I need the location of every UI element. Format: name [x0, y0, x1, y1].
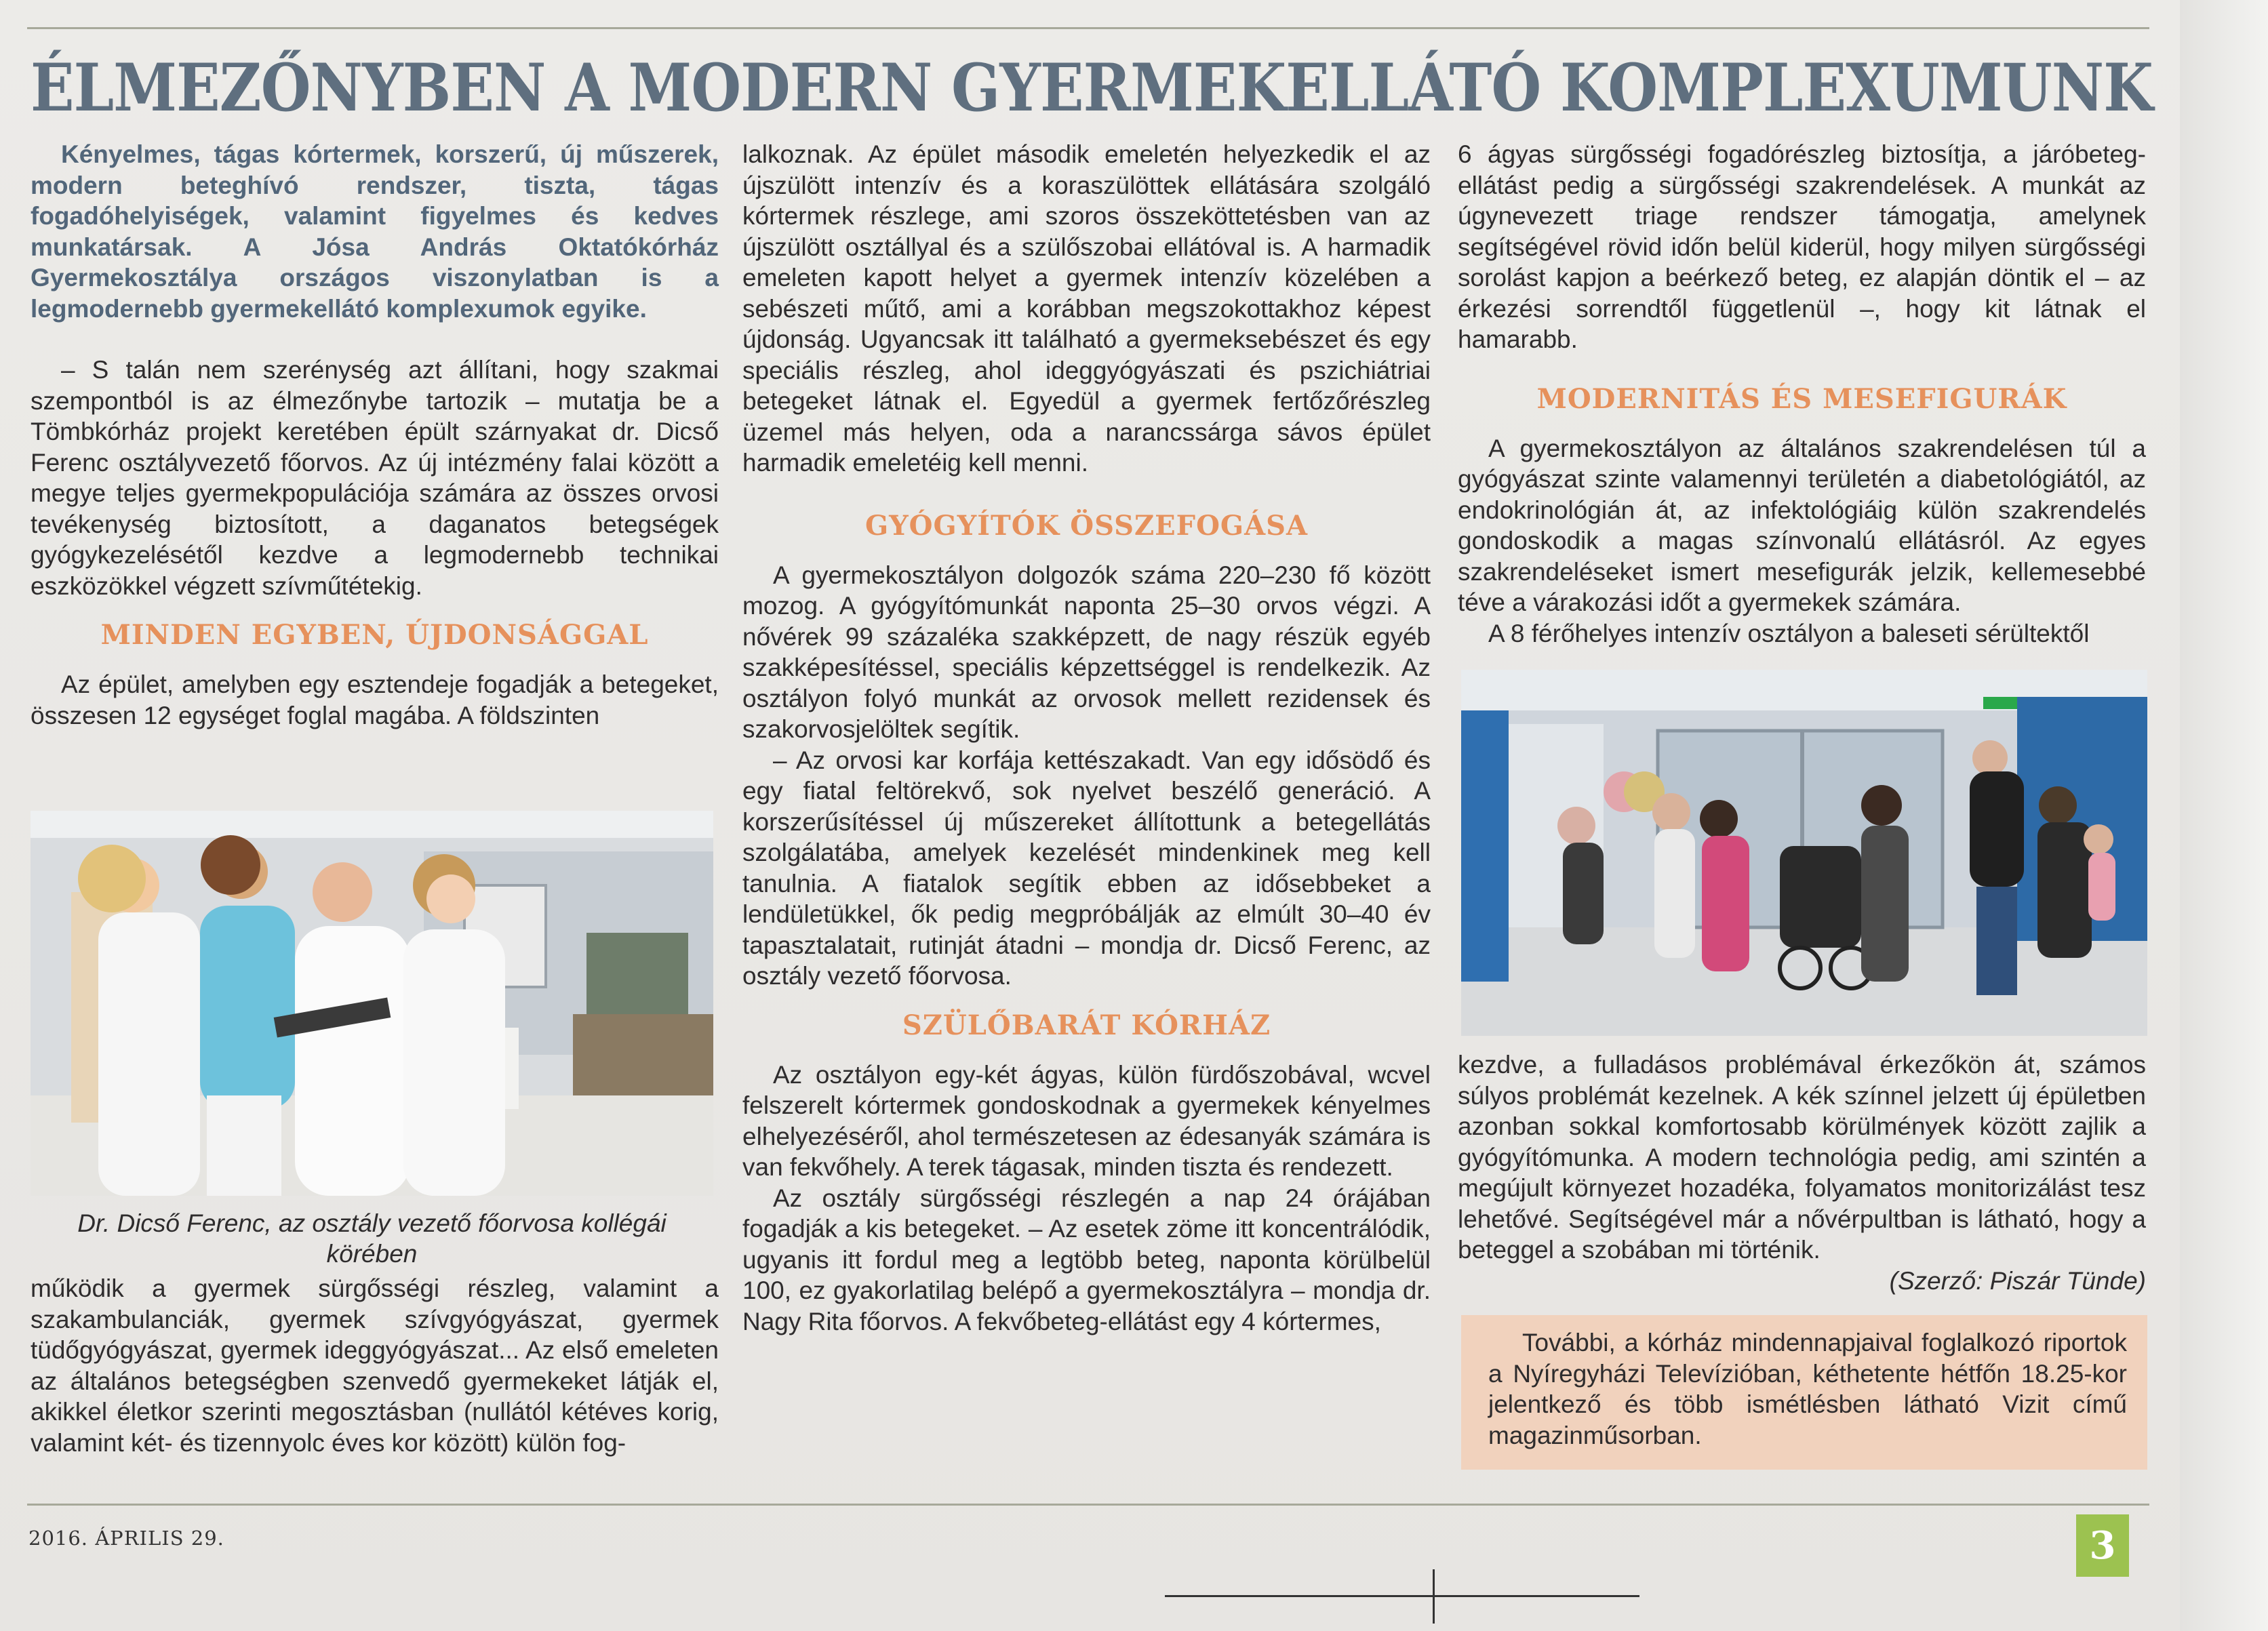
lead-paragraph: Kényelmes, tágas kórtermek, korszerű, új műszerek, modern beteghívó rendszer, tiszta, tágas fogadóhelyiségek, valamint figyelmes és kedves munkatársak. A Jósa András Oktatókórház Gyermekosztálya országos viszonylatban is a legmodernebb gyermekellátó komplexumok egyike. — [31, 140, 719, 323]
photo-hallway — [1461, 670, 2147, 1036]
info-box — [1461, 1315, 2147, 1470]
paragraph: Az osztályon egy-két ágyas, külön fürdőszobával, wcvel felszerelt kórtermek gondoskodnak a gyermekek kényelmes elhelyezéséről, ahol természetesen az édesanyák számára is van fekvőhely. A terek tágasak, minden tiszta és rendezett. — [742, 1060, 1431, 1181]
photo-caption: Dr. Dicső Ferenc, az osztály vezető főorvosa kollégái körében — [77, 1209, 667, 1268]
paragraph: Az osztály sürgősségi részlegén a nap 24 órájában fogadják a kis betegeket. – Az esetek zöme itt koncentrálódik, ugyanis itt fordul meg a legtöbb beteg, naponta körülbelül 100, ez gyakorlatilag belépő a gyermekosztályra – mondja dr. Nagy Rita főorvos. A fekvőbeteg-ellátást egy 4 kórtermes, — [742, 1184, 1431, 1335]
paragraph: Az épület, amelyben egy esztendeje fogadják a betegeket, összesen 12 egységet foglal magába. A földszinten — [31, 670, 719, 729]
paragraph: A 8 férőhelyes intenzív osztályon a baleseti sérültektől — [1488, 619, 2090, 647]
headline: ÉLMEZŐNYBEN A MODERN GYERMEKELLÁTÓ KOMPLEXUMUNK — [31, 49, 2153, 126]
paragraph: A gyermekosztályon dolgozók száma 220–230 fő között mozog. A gyógyítómunkát naponta 25–30 orvos végzi. A nővérek 99 százaléka szakképzett, de nagy részük egyéb szakképesítéssel, speciális képzettséggel is rendelkezik. Az osztályon folyó munkát az orvosok mellett rezidensek és szakorvosjelöltek segítik. — [742, 561, 1431, 743]
issue-date: 2016. ÁPRILIS 29. — [28, 1527, 224, 1550]
info-box-text: További, a kórház mindennapjaival foglalkozó riportok a Nyíregyházi Televízióban, kéthetente hétfőn 18.25-kor jelentkező és több ismétlésben látható Vizit című magazinműsorban. — [1488, 1329, 2127, 1449]
column-3-continued — [1458, 1049, 2146, 1296]
bottom-rule — [27, 1504, 2149, 1506]
subheading-minden-egyben: MINDEN EGYBEN, ÚJDONSÁGGAL — [100, 619, 649, 651]
column-1 — [31, 139, 719, 731]
subheading-szulobarat: SZÜLŐBARÁT KÓRHÁZ — [902, 1009, 1271, 1041]
paragraph: A gyermekosztályon az általános szakrendelésen túl a gyógyászat szinte valamennyi területén a diabetológiától, az endokrinológián át, az infektológiáig külön szakrendelés gondoskodik a magas színvonalú ellátásról. Az egyes szakrendeléseket ismert mesefigurák jelzik, kellemesebbé téve a várakozási időt a gyermekek számára. — [1458, 434, 2146, 616]
photo-doctors-image — [31, 811, 713, 1196]
subheading-gyogyitok: GYÓGYÍTÓK ÖSSZEFOGÁSA — [864, 509, 1309, 542]
page-number: 3 — [2076, 1514, 2129, 1577]
paragraph: működik a gyermek sürgősségi részleg, valamint a szakambulanciák, gyermek szívgyógyászat, gyermek tüdőgyógyászat, gyermek ideggyógyászat... Az első emeleten az általános betegségben szenvedő gyermekeket látják el, akikkel életkor szerinti megosztásban (nullától kétéves korig, valamint két- és tizennyolc éves kor között) külön fog- — [31, 1274, 719, 1457]
top-rule — [27, 27, 2149, 29]
page-edge — [2180, 0, 2268, 1631]
paragraph: lalkoznak. Az épület második emeletén helyezkedik el az újszülött intenzív és a koraszülöttek ellátására szolgáló kórtermek részlege, ami szoros összeköttetésben van az újszülött osztállyal és a szülőszobai ellátóval is. A harmadik emeleten kapott helyet a gyermek intenzív közelében a sebészeti műtő, ami a korábban megszokottakhoz képest újdonság. Ugyancsak itt található a gyermeksebészet és egy speciális részleg, ahol ideggyógyászati és pszichiátriai betegeket látnak el. Egyedül a gyermek fertőzőrészleg üzemel más helyen, oda a narancssárga sávos épület harmadik emeletéig kell menni. — [742, 140, 1431, 477]
paragraph: 6 ágyas sürgősségi fogadórészleg biztosítja, a járóbeteg-ellátást pedig a sürgősségi szakrendelések. A munkát az úgynevezett triage rendszer támogatja, amelynek segítségével rövid időn belül kiderül, hogy milyen sürgősségi sorolást kapjon a beérkező beteg, ez alapján döntik el – az érkezési sorrendtől függetlenül –, hogy kit látnak el hamarabb. — [1458, 140, 2146, 353]
author-credit: (Szerző: Piszár Tünde) — [1889, 1266, 2146, 1295]
paragraph: – Az orvosi kar korfája kettészakadt. Van egy idősödő és egy fiatal feltörekvő, sok nyelvet beszélő generáció. A korszerűsítéssel új műszereket állítottunk a betegellátás szolgálatába, amelyek kezelését mindenkinek meg kell tanulnia. A fiatalok segítik ebben az idősebbeket a lendületükkel, ők pedig megpróbálják az elmúlt 30–40 év tapasztalatait, rutinját átadni – mondja dr. Dicső Ferenc, az osztály vezető főorvosa. — [742, 746, 1431, 990]
subheading-modernitas: MODERNITÁS ÉS MESEFIGURÁK — [1536, 382, 2067, 415]
column-2 — [742, 139, 1431, 1337]
crop-mark-vertical — [1433, 1569, 1435, 1624]
photo-hallway-image — [1461, 670, 2147, 1036]
column-3 — [1458, 139, 2146, 649]
photo-doctors — [31, 811, 713, 1196]
paragraph: kezdve, a fulladásos problémával érkezőkön át, számos súlyos problémát kezelnek. A kék színnel jelzett új épületben azonban sokkal komfortosabb körülmények között zajlik a gyógyítómunka. A modern technológia pedig, ami szintén a megújult környezet hozadéka, folyamatos monitorizálást tesz lehetővé. Segítségével már a nővérpultban is látható, hogy a beteggel a szobában mi történik. — [1458, 1051, 2146, 1264]
paragraph: – S talán nem szerénység azt állítani, hogy szakmai szempontból is az élmezőnybe tartozik – mutatja be a Tömbkórház projekt keretében épült szárnyakat dr. Dicső Ferenc osztályvezető főorvos. Az új intézmény falai között a megye teljes gyermekpopulációja számára az összes orvosi tevékenység biztosított, a daganatos betegségek gyógykezelésétől kezdve a legmodernebb technikai eszközökkel végzett szívműtétekig. — [31, 356, 719, 600]
crop-mark-horizontal — [1165, 1595, 1639, 1597]
column-1-continued — [31, 1273, 719, 1458]
